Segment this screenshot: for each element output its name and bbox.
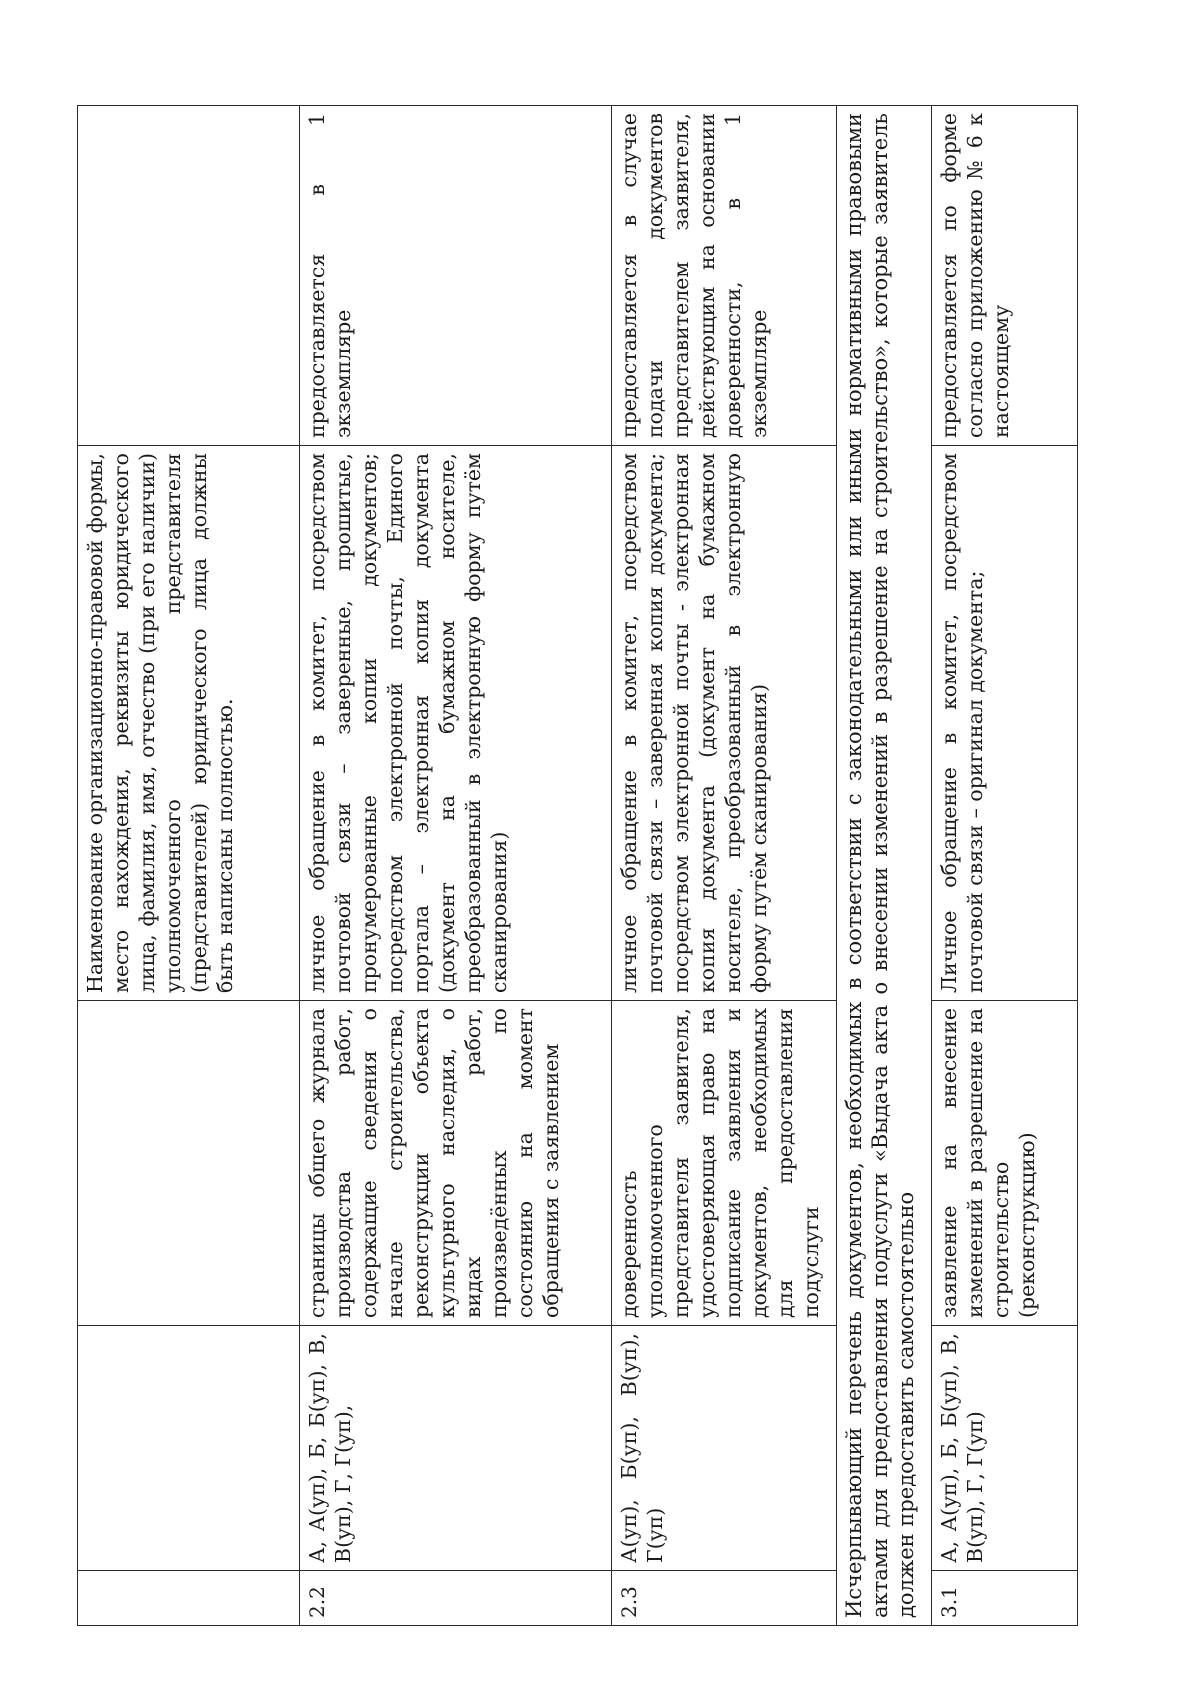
- row-number: 2.3: [612, 1571, 837, 1626]
- row-number: [78, 1571, 300, 1626]
- document-name-cell: доверенность уполномоченного представителя заявителя, удостоверяющая право на подписание заявления и документов, необходимых для предоставления подуслуги: [612, 1001, 837, 1326]
- table-row: [932, 106, 1078, 1626]
- document-name-cell: [78, 1001, 300, 1326]
- applicant-category-cell: А, А(уп), Б, Б(уп), В, В(уп), Г, Г(уп): [932, 1326, 1078, 1571]
- requirements-cell: предоставляется по форме согласно приложению № 6 к настоящему: [932, 106, 1078, 446]
- table-row: [612, 106, 837, 1626]
- submission-method-cell: личное обращение в комитет, посредством почтовой связи – заверенные, прошитые, пронумерованные копии документов; посредством электронной почты, Единого портала – электронная копия документа (документ на бумажном носителе, преобразованный в электронную форму путём сканирования): [300, 446, 612, 1001]
- document-name-cell: заявление на внесение изменений в разрешение на строительство (реконструкцию): [932, 1001, 1078, 1326]
- submission-method-cell: Наименование организационно-правовой формы, место нахождения, реквизиты юридического лица, фамилия, имя, отчество (при его наличии) уполномоченного представителя (представителей) юридического лица должны быть написаны полностью.: [78, 446, 300, 1001]
- section-heading-row: [837, 106, 932, 1626]
- document-name-cell: страницы общего журнала производства работ, содержащие сведения о начале строительства, реконструкции объекта культурного наследия, о видах работ, произведённых по состоянию на момент обращения с заявлением: [300, 1001, 612, 1326]
- documents-table: [77, 105, 1078, 1626]
- submission-method-cell: личное обращение в комитет, посредством почтовой связи – заверенная копия документа; посредством электронной почты - электронная копия документа (документ на бумажном носителе, преобразованный в электронную форму путём сканирования): [612, 446, 837, 1001]
- applicant-category-cell: А(уп), Б(уп), В(уп), Г(уп): [612, 1326, 837, 1571]
- table-row: [300, 106, 612, 1626]
- rotated-table-container: [77, 106, 1077, 1626]
- requirements-cell: предоставляется в 1 экземпляре: [300, 106, 612, 446]
- submission-method-cell: Личное обращение в комитет, посредством почтовой связи – оригинал документа;: [932, 446, 1078, 1001]
- row-number: 2.2: [300, 1571, 612, 1626]
- applicant-category-cell: [78, 1326, 300, 1571]
- section-heading: Исчерпывающий перечень документов, необходимых в соответствии с законодательными или иными нормативными правовыми актами для предоставления подуслуги «Выдача акта о внесении изменений в разрешение на строительство», которые заявитель должен предоставить самостоятельно: [837, 106, 932, 1626]
- requirements-cell: [78, 106, 300, 446]
- applicant-category-cell: А, А(уп), Б, Б(уп), В, В(уп), Г, Г(уп),: [300, 1326, 612, 1571]
- requirements-cell: предоставляется в случае подачи документов представителем заявителя, действующим на основании доверенности, в 1 экземпляре: [612, 106, 837, 446]
- row-number: 3.1: [932, 1571, 1078, 1626]
- table-row: [78, 106, 300, 1626]
